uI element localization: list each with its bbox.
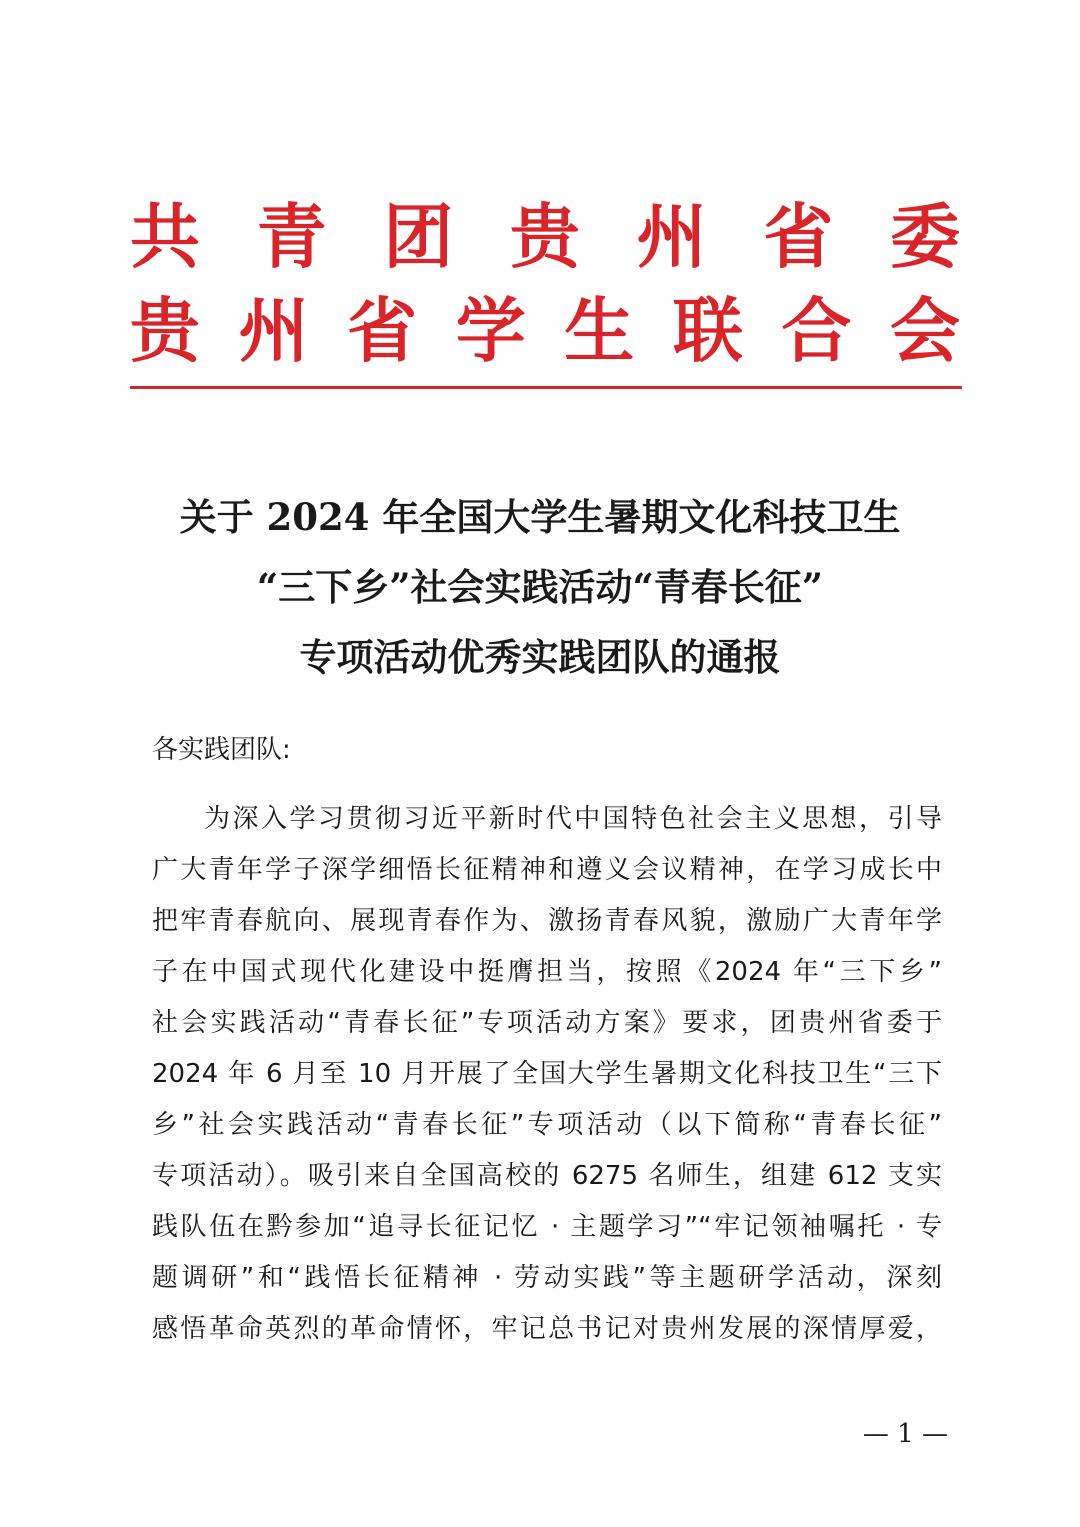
body-line: 广大青年学子深学细悟长征精神和遵义会议精神，在学习成长中	[152, 855, 942, 885]
body-line: 践队伍在黔参加“追寻长征记忆 · 主题学习”“牢记领袖嘱托 · 专	[152, 1212, 942, 1242]
letterhead-line-2: 贵州省学生联合会	[130, 289, 960, 372]
document-title-line-1: 关于 2024 年全国大学生暑期文化科技卫生	[179, 495, 901, 539]
salutation: 各实践团队:	[152, 735, 291, 765]
letterhead-divider	[130, 386, 962, 389]
document-title-line-2: “三下乡”社会实践活动“青春长征”	[256, 565, 824, 609]
body-line: 感悟革命英烈的革命情怀，牢记总书记对贵州发展的深情厚爱，	[152, 1314, 942, 1344]
page-number: — 1 —	[862, 1419, 948, 1449]
body-line: 为深入学习贯彻习近平新时代中国特色社会主义思想，引导	[204, 804, 942, 834]
body-line: 把牢青春航向、展现青春作为、激扬青春风貌，激励广大青年学	[152, 906, 942, 936]
letterhead-line-1: 共青团贵州省委	[130, 195, 960, 278]
body-line: 乡”社会实践活动“青春长征”专项活动（以下简称“青春长征”	[152, 1110, 942, 1140]
body-line: 2024 年 6 月至 10 月开展了全国大学生暑期文化科技卫生“三下	[152, 1059, 942, 1089]
body-line: 社会实践活动“青春长征”专项活动方案》要求，团贵州省委于	[152, 1008, 942, 1038]
body-line: 专项活动）。吸引来自全国高校的 6275 名师生，组建 612 支实	[152, 1161, 942, 1191]
document-title-line-3: 专项活动优秀实践团队的通报	[299, 635, 781, 679]
body-line: 题调研”和“践悟长征精神 · 劳动实践”等主题研学活动，深刻	[152, 1263, 942, 1293]
body-line: 子在中国式现代化建设中挺膺担当，按照《2024 年“三下乡”	[152, 957, 942, 987]
